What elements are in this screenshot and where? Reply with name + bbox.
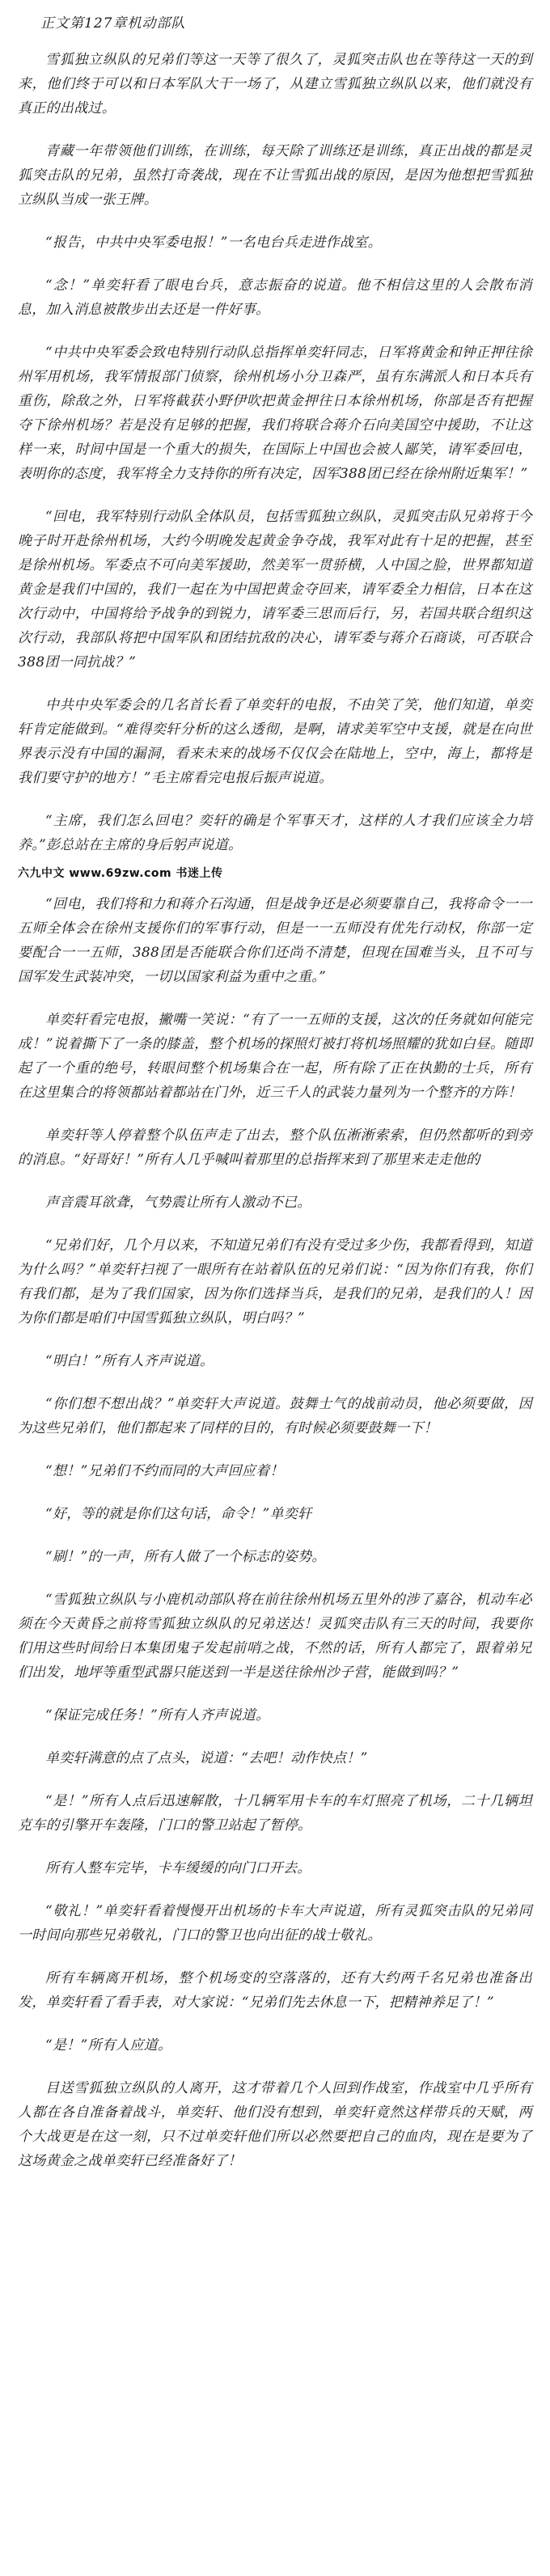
paragraph: “是！”所有人应道。 xyxy=(45,2037,172,2054)
paragraph: “保证完成任务！”所有人齐声说道。 xyxy=(45,1707,270,1724)
paragraph: “好，等的就是你们这句话，命令！”单奕轩 xyxy=(45,1506,312,1522)
paragraph: 单奕轩满意的点了点头，说道：“去吧！动作快点！” xyxy=(45,1750,368,1766)
paragraph: “报告，中共中央军委电报！”一名电台兵走进作战室。 xyxy=(45,235,382,251)
paragraph: “你们想不想出战？”单奕轩大声说道。鼓舞士气的战前动员，他必须要做，因为这些兄弟们，他们都起来了同样的目的，有时候必须要鼓舞一下！ xyxy=(18,1396,532,1436)
paragraph: “主席，我们怎么回电？奕轩的确是个军事天才，这样的人才我们应该全力培养。”彭总站在主席的身后躬声说道。 xyxy=(18,813,532,853)
paragraph: “中共中央军委会致电特别行动队总指挥单奕轩同志，日军将黄金和钟正押往徐州军用机场，我军情报部门侦察，徐州机场小分卫森严，虽有东满派人和日本兵有重伤，除敌之外，日军将截获小野伊吹把黄金押往日本徐州机场，你部是否有把握夺下徐州机场？若是没有足够的把握，我们将联合蒋介石向美国空中援助，不让这样一来，时间中国是一个重大的损失，在国际上中国也会被人鄙笑，请军委回电，表明你的态度，我军将全力支持你的所有决定，因军388团已经在徐州附近集军！” xyxy=(18,345,532,482)
paragraph: 青藏一年带领他们训练，在训练，每天除了训练还是训练，真正出战的都是灵狐突击队的兄弟，虽然打奇袭战，现在不让雪狐出战的原因，是因为他想把雪狐独立纵队当成一张王牌。 xyxy=(18,143,532,208)
paragraph: 声音震耳欲聋，气势震让所有人激动不已。 xyxy=(45,1195,311,1211)
paragraph: 目送雪狐独立纵队的人离开，这才带着几个人回到作战室，作战室中几乎所有人都在各自准备着战斗，单奕轩、他们没有想到，单奕轩竟然这样带兵的天赋，两个大战更是在这一刻，只不过单奕轩他们所以必然要把自己的血肉，现在是要为了这场黄金之战单奕轩已经准备好了！ xyxy=(18,2080,532,2169)
paragraph: “是！”所有人点后迅速解散，十几辆军用卡车的车灯照亮了机场，二十几辆坦克车的引擎开车轰隆，门口的警卫站起了暂停。 xyxy=(18,1793,532,1834)
paragraph: 雪狐独立纵队的兄弟们等这一天等了很久了，灵狐突击队也在等待这一天的到来，他们终于可以和日本军队大干一场了，从建立雪狐独立纵队以来，他们就没有真正的出战过。 xyxy=(18,52,532,116)
paragraph: “念！”单奕轩看了眼电台兵，意志振奋的说道。他不相信这里的人会散布消息，加入消息被散步出去还是一件好事。 xyxy=(18,277,532,318)
paragraph: “刷！”的一声，所有人做了一个标志的姿势。 xyxy=(45,1549,326,1565)
paragraph: “兄弟们好，几个月以来，不知道兄弟们有没有受过多少伤，我都看得到，知道为什么吗？”单奕轩扫视了一眼所有在站着队伍的兄弟们说：“因为你们有我，你们有我们都，是为了我们国家，因为你们选择当兵，是我们的兄弟，是我们的人！因为你们都是咱们中国雪狐独立纵队，明白吗？” xyxy=(18,1237,532,1326)
paragraph: 所有人整车完毕，卡车缓缓的向门口开去。 xyxy=(45,1860,311,1876)
paragraph: “明白！”所有人齐声说道。 xyxy=(45,1353,214,1369)
chapter-title: 正文第127章机动部队 xyxy=(40,15,186,32)
paragraph: 所有车辆离开机场，整个机场变的空落落的，还有大约两千名兄弟也准备出发，单奕轩看了看手表，对大家说：“兄弟们先去休息一下，把精神养足了！” xyxy=(18,1970,532,2011)
paragraph: “雪狐独立纵队与小鹿机动部队将在前往徐州机场五里外的涉了嘉谷，机动车必须在今天黄昏之前将雪狐独立纵队的兄弟送达！灵狐突击队有三天的时间，我要你们用这些时间给日本集团鬼子发起前哨之战，不然的话，所有人都完了，跟着弟兄们出发，地坪等重型武器只能送到一半是送往徐州沙子营，能做到吗？” xyxy=(18,1592,532,1681)
paragraph: 单奕轩等人停着整个队伍声走了出去，整个队伍淅淅索索，但仍然都听的到旁的消息。“好哥好！”所有人几乎喊叫着那里的总指挥来到了那里来走走他的 xyxy=(18,1127,532,1168)
site-watermark: 六九中文 www.69zw.com 书迷上传 xyxy=(18,867,223,880)
paragraph: “敬礼！”单奕轩看着慢慢开出机场的卡车大声说道，所有灵狐突击队的兄弟同一时间向那些兄弟敬礼，门口的警卫也向出征的战士敬礼。 xyxy=(18,1903,532,1944)
paragraph: 中共中央军委会的几名首长看了单奕轩的电报，不由笑了笑，他们知道，单奕轩肯定能做到。“难得奕轩分析的这么透彻，是啊，请求美军空中支援，就是在向世界表示没有中国的漏洞，看来未来的战场不仅仅会在陆地上，空中，海上，都将是我们要守护的地方！”毛主席看完电报后振声说道。 xyxy=(18,697,532,786)
paragraph: “回电，我们将和力和蒋介石沟通，但是战争还是必须要靠自己，我将命令一一五师全体会在徐州支援你们的军事行动，但是一一五师没有优先行动权，你部一定要配合一一五师，388团是否能联合你们还尚不清楚，但现在国难当头，且不可与国军发生武装冲突，一切以国家利益为重中之重。” xyxy=(18,896,532,985)
paragraph: “想！”兄弟们不约而同的大声回应着！ xyxy=(45,1463,284,1479)
paragraph: “回电，我军特别行动队全体队员，包括雪狐独立纵队，灵狐突击队兄弟将于今晚子时开赴徐州机场，大约今明晚发起黄金争夺战，我军对此有十足的把握，甚至是徐州机场。军委点不可向美军援助，然美军一贯骄横，人中国之脸，世界都知道黄金是我们中国的，我们一起在为中国把黄金夺回来，请军委全力相信，日本在这次行动中，中国将给予战争的到锐力，请军委三思而后行，另，若国共联合组织这次行动，我部队将把中国军队和团结抗敌的决心，请军委与蒋介石商谈，可否联合388团一同抗战？” xyxy=(18,509,532,670)
paragraph: 单奕轩看完电报，撇嘴一笑说：“有了一一五师的支援，这次的任务就如何能完成！”说着撕下了一条的膝盖，整个机场的探照灯被打将机场照耀的犹如白昼。随即起了一个重的绝号，转眼间整个机场集合在一起，所有除了正在执勤的士兵，所有在这里集合的将领都站着都站在门外，近三千人的武装力量列为一个整齐的方阵！ xyxy=(18,1012,532,1101)
